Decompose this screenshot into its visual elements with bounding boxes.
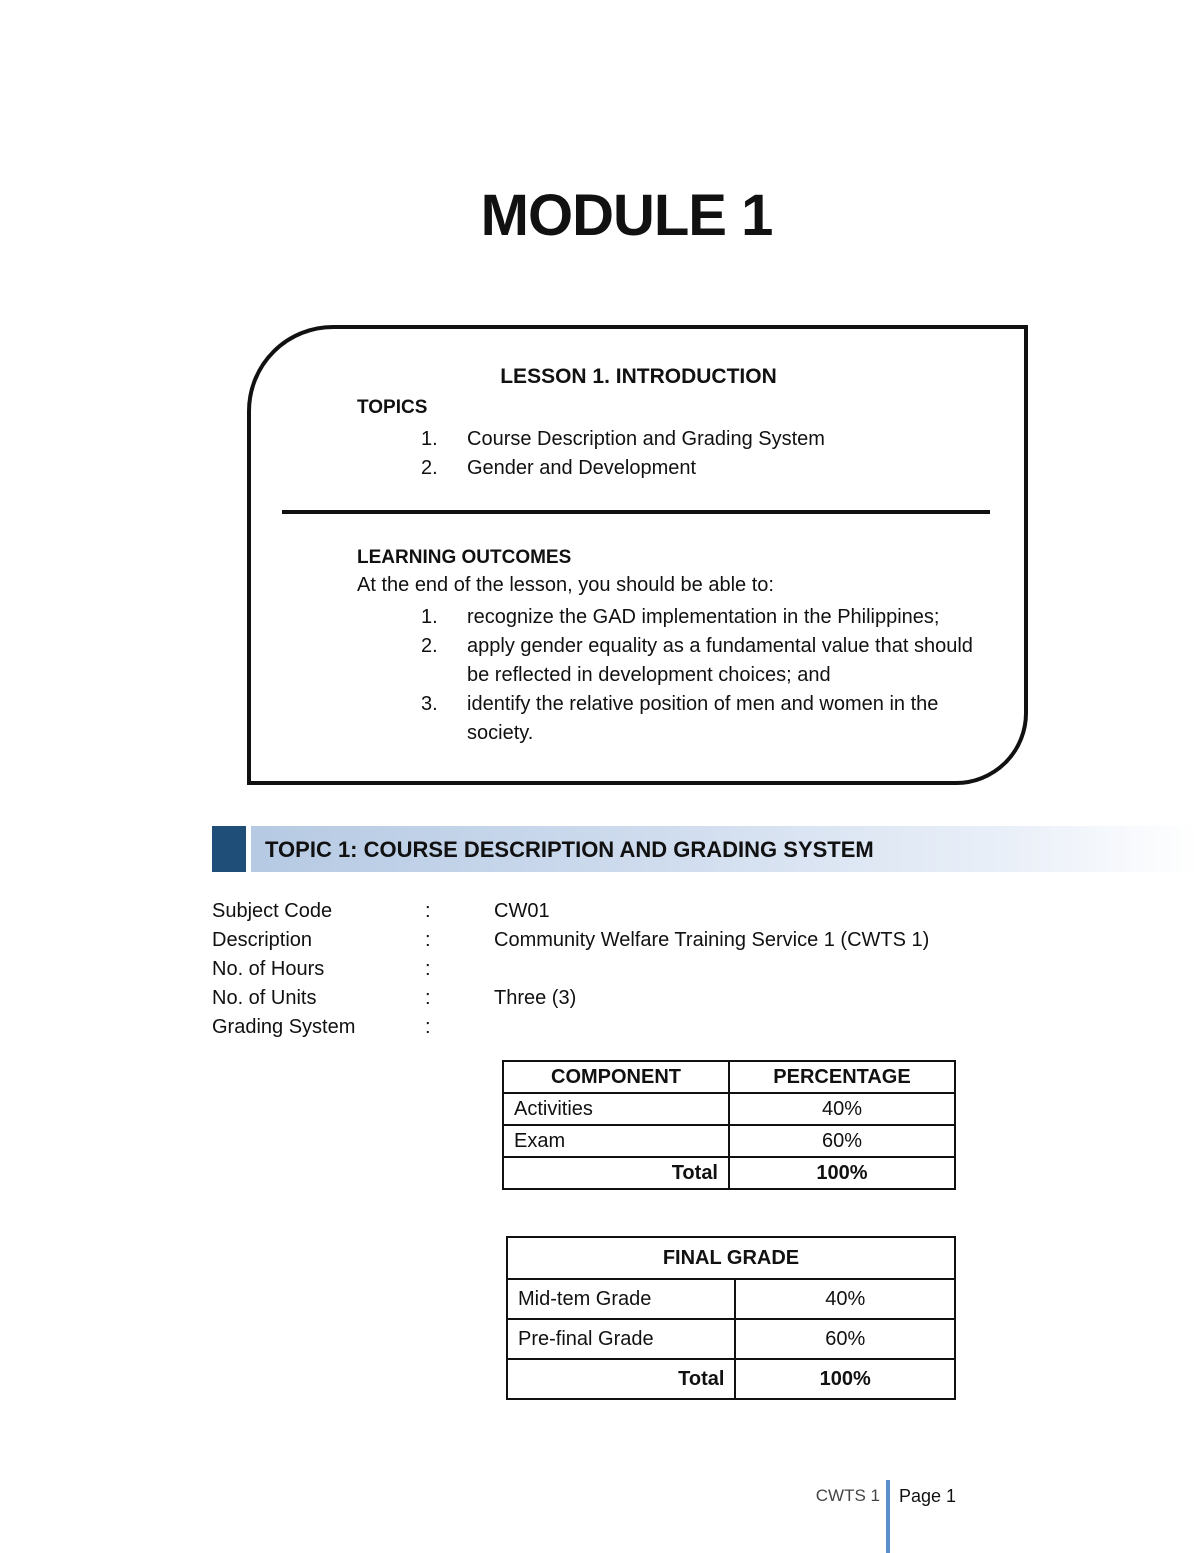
footer-divider bbox=[886, 1480, 890, 1553]
table-row bbox=[503, 1093, 955, 1125]
outcome-item bbox=[421, 632, 981, 690]
table-cell: 40% bbox=[729, 1093, 955, 1125]
module-title: MODULE 1 bbox=[480, 183, 773, 248]
outcomes-intro: At the end of the lesson, you should be able to: bbox=[357, 574, 774, 596]
outcomes-list bbox=[421, 603, 981, 748]
banner-accent-square bbox=[212, 826, 246, 872]
table-cell: 40% bbox=[735, 1279, 955, 1319]
info-label: No. of Units bbox=[212, 987, 317, 1009]
info-colon: : bbox=[425, 929, 431, 951]
table-row bbox=[507, 1319, 955, 1359]
list-number: 1. bbox=[421, 428, 438, 450]
column-header: PERCENTAGE bbox=[729, 1061, 955, 1093]
info-value: Community Welfare Training Service 1 (CWTS 1) bbox=[494, 929, 930, 951]
table-row bbox=[507, 1279, 955, 1319]
topic-item bbox=[421, 454, 981, 483]
info-value: CW01 bbox=[494, 900, 550, 922]
info-colon: : bbox=[425, 987, 431, 1009]
topic-text: Course Description and Grading System bbox=[467, 428, 825, 450]
table-header-row bbox=[507, 1237, 955, 1279]
info-colon: : bbox=[425, 900, 431, 922]
total-value: 100% bbox=[729, 1157, 955, 1189]
info-colon: : bbox=[425, 1016, 431, 1038]
table-total-row bbox=[503, 1157, 955, 1189]
outcome-text: identify the relative position of men and women in the society. bbox=[467, 693, 939, 744]
outcome-item bbox=[421, 690, 981, 748]
table-cell: 60% bbox=[735, 1319, 955, 1359]
info-colon: : bbox=[425, 958, 431, 980]
info-label: No. of Hours bbox=[212, 958, 325, 980]
outcome-text: recognize the GAD implementation in the Philippines; bbox=[467, 606, 940, 628]
lesson-box bbox=[247, 325, 1028, 785]
section-divider bbox=[282, 510, 990, 514]
topic-heading: TOPIC 1: COURSE DESCRIPTION AND GRADING SYSTEM bbox=[265, 837, 874, 862]
total-label: Total bbox=[507, 1359, 735, 1399]
list-number: 2. bbox=[421, 635, 438, 657]
total-value: 100% bbox=[735, 1359, 955, 1399]
total-label: Total bbox=[503, 1157, 729, 1189]
info-label: Description bbox=[212, 929, 313, 951]
info-label: Grading System bbox=[212, 1016, 356, 1038]
table-cell: Activities bbox=[503, 1093, 729, 1125]
topics-list bbox=[421, 425, 981, 483]
outcome-text: apply gender equality as a fundamental value that should be reflected in development choices; and bbox=[467, 635, 973, 686]
topic-text: Gender and Development bbox=[467, 457, 697, 479]
outcomes-heading: LEARNING OUTCOMES bbox=[357, 547, 572, 568]
page-number: Page 1 bbox=[899, 1486, 957, 1506]
final-grade-table bbox=[506, 1236, 956, 1400]
outcome-item bbox=[421, 603, 981, 632]
table-cell: Mid-tem Grade bbox=[507, 1279, 735, 1319]
list-number: 2. bbox=[421, 457, 438, 479]
column-header: COMPONENT bbox=[503, 1061, 729, 1093]
footer-course-label: CWTS 1 bbox=[815, 1486, 880, 1505]
table-header-row bbox=[503, 1061, 955, 1093]
table-cell: 60% bbox=[729, 1125, 955, 1157]
banner-gap bbox=[246, 826, 251, 872]
lesson-title: LESSON 1. INTRODUCTION bbox=[500, 365, 777, 388]
table-row bbox=[503, 1125, 955, 1157]
info-value: Three (3) bbox=[494, 987, 577, 1009]
list-number: 3. bbox=[421, 693, 438, 715]
info-label: Subject Code bbox=[212, 900, 333, 922]
topic-banner bbox=[212, 826, 1200, 872]
component-table bbox=[502, 1060, 956, 1190]
table-cell: Exam bbox=[503, 1125, 729, 1157]
table-title: FINAL GRADE bbox=[507, 1237, 955, 1279]
table-cell: Pre-final Grade bbox=[507, 1319, 735, 1359]
topic-item bbox=[421, 425, 981, 454]
topics-heading: TOPICS bbox=[357, 397, 428, 418]
table-total-row bbox=[507, 1359, 955, 1399]
list-number: 1. bbox=[421, 606, 438, 628]
